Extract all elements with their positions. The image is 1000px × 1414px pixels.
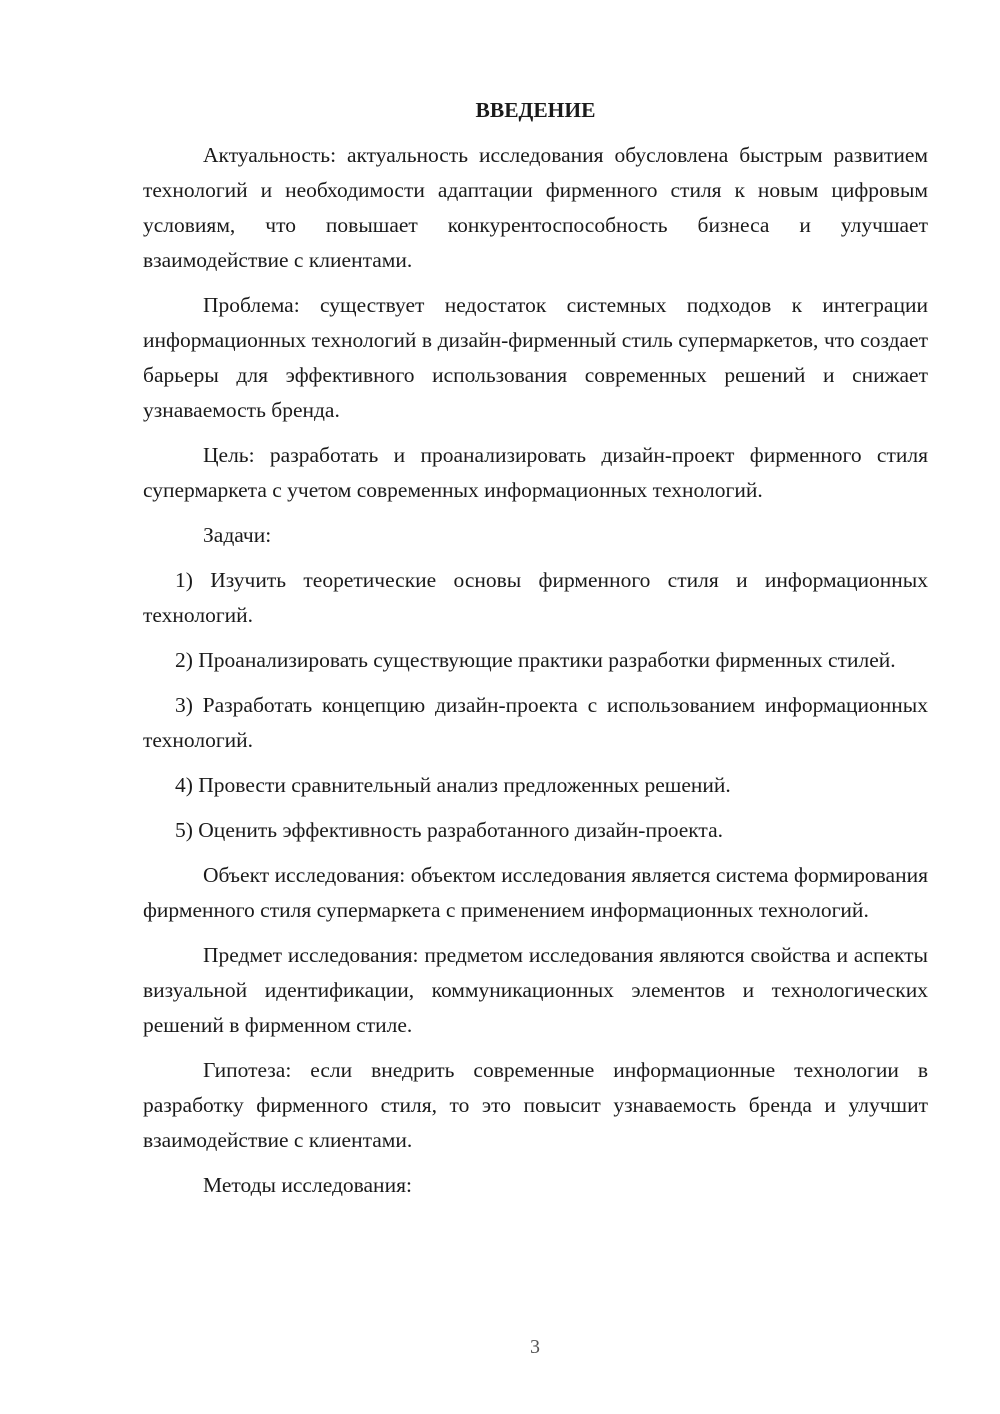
task-item-4: 4) Провести сравнительный анализ предложенных решений. <box>175 773 731 797</box>
task-item-5: 5) Оценить эффективность разработанного дизайн-проекта. <box>175 818 724 842</box>
task-item-1: 1) Изучить теоретические основы фирменного стиля и информационных технологий. <box>143 568 928 627</box>
paragraph-methods: Методы исследования: <box>203 1173 412 1197</box>
section-title: ВВЕДЕНИЕ <box>475 98 596 122</box>
paragraph-problem: Проблема: существует недостаток системных подходов к интеграции информационных технологий в дизайн-фирменный стиль супермаркетов, что создает барьеры для эффективного использования современных решений и снижает узнаваемость бренда. <box>143 293 928 422</box>
paragraph-relevance: Актуальность: актуальность исследования обусловлена быстрым развитием технологий и необходимости адаптации фирменного стиля к новым цифровым условиям, что повышает конкурентоспособность бизнеса и улучшает взаимодействие с клиентами. <box>143 143 928 272</box>
page-number: 3 <box>530 1336 540 1358</box>
tasks-heading: Задачи: <box>203 523 272 547</box>
task-item-3: 3) Разработать концепцию дизайн-проекта с использованием информационных технологий. <box>143 693 928 752</box>
page-content <box>143 93 928 1213</box>
paragraph-object: Объект исследования: объектом исследования является система формирования фирменного стиля супермаркета с применением информационных технологий. <box>143 863 928 922</box>
paragraph-goal: Цель: разработать и проанализировать дизайн-проект фирменного стиля супермаркета с учетом современных информационных технологий. <box>143 443 928 502</box>
paragraph-subject: Предмет исследования: предметом исследования являются свойства и аспекты визуальной идентификации, коммуникационных элементов и технологических решений в фирменном стиле. <box>143 943 928 1037</box>
task-item-2: 2) Проанализировать существующие практики разработки фирменных стилей. <box>175 648 896 672</box>
paragraph-hypothesis: Гипотеза: если внедрить современные информационные технологии в разработку фирменного стиля, то это повысит узнаваемость бренда и улучшит взаимодействие с клиентами. <box>143 1058 928 1152</box>
